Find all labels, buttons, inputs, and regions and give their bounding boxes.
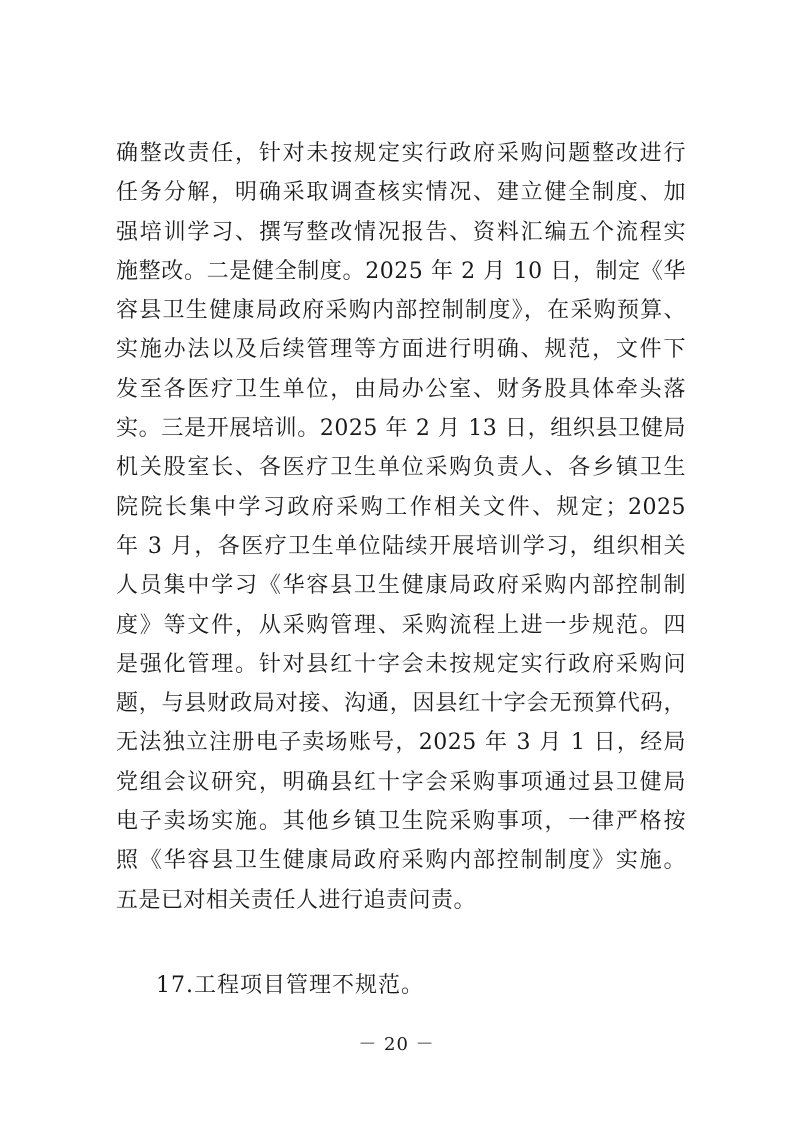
text-line: 度》等文件，从采购管理、采购流程上进一步规范。四 bbox=[116, 612, 686, 638]
body-paragraph bbox=[116, 134, 686, 920]
text-line: 题，与县财政局对接、沟通，因县红十字会无预算代码， bbox=[116, 691, 686, 717]
text-line: 发至各医疗卫生单位，由局办公室、财务股具体牵头落 bbox=[116, 376, 686, 402]
page-number: － 20 － bbox=[358, 1034, 435, 1055]
text-line: 施整改。二是健全制度。2025 年 2 月 10 日，制定《华 bbox=[116, 258, 686, 284]
text-line: 强培训学习、撰写整改情况报告、资料汇编五个流程实 bbox=[116, 219, 686, 245]
text-line: 年 3 月，各医疗卫生单位陆续开展培训学习，组织相关 bbox=[116, 533, 686, 559]
text-line: 实施办法以及后续管理等方面进行明确、规范，文件下 bbox=[116, 337, 686, 363]
text-line: 五是已对相关责任人进行追责问责。 bbox=[116, 887, 477, 913]
text-line: 机关股室长、各医疗卫生单位采购负责人、各乡镇卫生 bbox=[116, 455, 686, 481]
text-line: 无法独立注册电子卖场账号，2025 年 3 月 1 日，经局 bbox=[116, 730, 686, 756]
text-line: 人员集中学习《华容县卫生健康局政府采购内部控制制 bbox=[116, 573, 686, 599]
text-line: 是强化管理。针对县红十字会未按规定实行政府采购问 bbox=[116, 651, 686, 677]
section-heading: 17.工程项目管理不规范。 bbox=[156, 973, 424, 998]
text-line: 党组会议研究，明确县红十字会采购事项通过县卫健局 bbox=[116, 769, 686, 795]
text-line: 电子卖场实施。其他乡镇卫生院采购事项，一律严格按 bbox=[116, 809, 686, 835]
text-line: 照《华容县卫生健康局政府采购内部控制制度》实施。 bbox=[116, 848, 686, 874]
text-line: 任务分解，明确采取调查核实情况、建立健全制度、加 bbox=[116, 180, 686, 206]
text-line: 容县卫生健康局政府采购内部控制制度》，在采购预算、 bbox=[116, 298, 686, 324]
text-line: 确整改责任，针对未按规定实行政府采购问题整改进行 bbox=[116, 141, 686, 166]
text-line: 院院长集中学习政府采购工作相关文件、规定；2025 bbox=[116, 494, 686, 520]
text-line: 实。三是开展培训。2025 年 2 月 13 日，组织县卫健局 bbox=[116, 416, 686, 442]
